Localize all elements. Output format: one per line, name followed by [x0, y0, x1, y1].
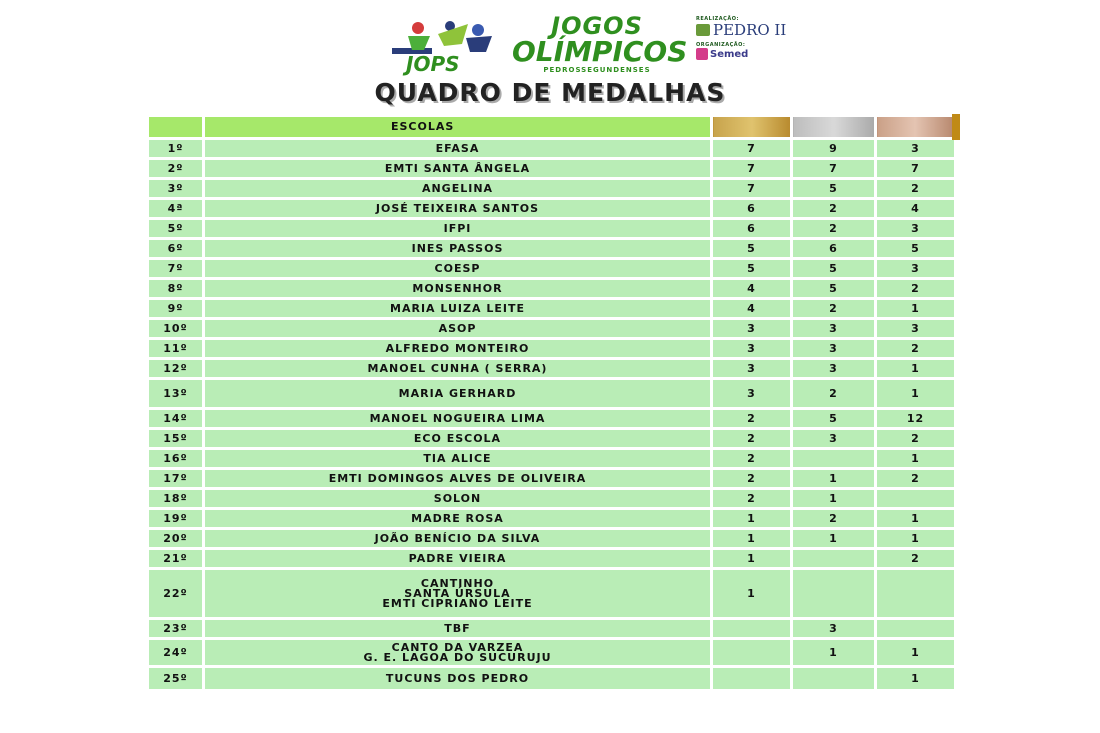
medal-table	[146, 114, 960, 692]
bronze-count	[876, 489, 956, 509]
silver-count: 3	[792, 339, 876, 359]
table-row	[148, 639, 956, 667]
silver-count: 3	[792, 359, 876, 379]
table-row	[148, 279, 956, 299]
table-row	[148, 179, 956, 199]
bronze-count: 1	[876, 509, 956, 529]
silver-count: 3	[792, 619, 876, 639]
bronze-count: 2	[876, 429, 956, 449]
silver-count: 3	[792, 429, 876, 449]
position-cell: 22º	[148, 569, 204, 619]
bronze-count: 12	[876, 409, 956, 429]
silver-count	[792, 667, 876, 691]
realizacao-logo	[696, 23, 816, 37]
silver-count: 2	[792, 219, 876, 239]
table-row	[148, 549, 956, 569]
organizers	[696, 16, 816, 76]
gold-count	[712, 639, 792, 667]
bronze-medal-header	[876, 116, 956, 139]
gold-count: 3	[712, 379, 792, 409]
gold-count: 6	[712, 199, 792, 219]
silver-count	[792, 569, 876, 619]
bronze-count: 1	[876, 529, 956, 549]
table-row	[148, 619, 956, 639]
position-cell: 5º	[148, 219, 204, 239]
realizacao-label: REALIZAÇÃO:	[696, 16, 739, 22]
bronze-count: 3	[876, 319, 956, 339]
position-cell: 13º	[148, 379, 204, 409]
gold-count: 7	[712, 159, 792, 179]
bronze-count: 2	[876, 339, 956, 359]
position-header	[148, 116, 204, 139]
position-cell: 6º	[148, 239, 204, 259]
school-cell: MANOEL CUNHA ( SERRA)	[204, 359, 712, 379]
table-row	[148, 219, 956, 239]
bronze-count: 1	[876, 667, 956, 691]
page-title: QUADRO DE MEDALHAS	[374, 78, 726, 107]
table-row	[148, 529, 956, 549]
silver-count: 3	[792, 319, 876, 339]
gold-count: 5	[712, 259, 792, 279]
bronze-count	[876, 619, 956, 639]
silver-count: 5	[792, 279, 876, 299]
school-cell: JOSÉ TEIXEIRA SANTOS	[204, 199, 712, 219]
silver-count: 1	[792, 529, 876, 549]
position-cell: 9º	[148, 299, 204, 319]
school-cell: MANOEL NOGUEIRA LIMA	[204, 409, 712, 429]
bronze-count: 1	[876, 359, 956, 379]
table-row	[148, 449, 956, 469]
bronze-count: 3	[876, 259, 956, 279]
silver-count: 5	[792, 259, 876, 279]
position-cell: 4ª	[148, 199, 204, 219]
organizacao-label: ORGANIZAÇÃO:	[696, 42, 746, 48]
silver-count: 9	[792, 139, 876, 159]
gold-count	[712, 667, 792, 691]
bronze-count: 2	[876, 549, 956, 569]
table-row	[148, 379, 956, 409]
position-cell: 1º	[148, 139, 204, 159]
gold-count: 1	[712, 549, 792, 569]
position-cell: 3º	[148, 179, 204, 199]
organizacao-logo	[696, 48, 816, 60]
silver-count: 5	[792, 409, 876, 429]
position-cell: 17º	[148, 469, 204, 489]
position-cell: 24º	[148, 639, 204, 667]
table-row	[148, 339, 956, 359]
school-cell: EMTI SANTA ÂNGELA	[204, 159, 712, 179]
gold-count: 4	[712, 279, 792, 299]
school-cell: INES PASSOS	[204, 239, 712, 259]
silver-count: 1	[792, 639, 876, 667]
bronze-count	[876, 569, 956, 619]
position-cell: 25º	[148, 667, 204, 691]
position-cell: 12º	[148, 359, 204, 379]
brand-line1: JOGOS	[551, 12, 643, 40]
school-cell: SOLON	[204, 489, 712, 509]
position-cell: 10º	[148, 319, 204, 339]
table-row	[148, 489, 956, 509]
school-cell: JOÃO BENÍCIO DA SILVA	[204, 529, 712, 549]
bronze-count: 2	[876, 469, 956, 489]
position-cell: 19º	[148, 509, 204, 529]
school-cell: IFPI	[204, 219, 712, 239]
silver-count: 5	[792, 179, 876, 199]
school-cell: MARIA LUIZA LEITE	[204, 299, 712, 319]
table-row	[148, 359, 956, 379]
bronze-count: 2	[876, 279, 956, 299]
position-cell: 11º	[148, 339, 204, 359]
table-row	[148, 199, 956, 219]
table-row	[148, 159, 956, 179]
table-row	[148, 239, 956, 259]
gold-count: 5	[712, 239, 792, 259]
realizacao-name: PEDRO II	[713, 21, 787, 39]
gold-count: 2	[712, 469, 792, 489]
school-cell: ASOP	[204, 319, 712, 339]
gold-medal-header	[712, 116, 792, 139]
table-row	[148, 667, 956, 691]
gold-count: 3	[712, 359, 792, 379]
gold-count: 2	[712, 449, 792, 469]
school-cell: MONSENHOR	[204, 279, 712, 299]
gold-count: 4	[712, 299, 792, 319]
position-cell: 15º	[148, 429, 204, 449]
gold-count: 1	[712, 509, 792, 529]
school-cell: TBF	[204, 619, 712, 639]
gold-count: 7	[712, 139, 792, 159]
position-cell: 2º	[148, 159, 204, 179]
school-cell: ANGELINA	[204, 179, 712, 199]
bronze-count: 7	[876, 159, 956, 179]
table-row	[148, 569, 956, 619]
gold-count: 3	[712, 339, 792, 359]
games-brand	[512, 12, 688, 80]
school-cell: ECO ESCOLA	[204, 429, 712, 449]
bronze-count: 4	[876, 199, 956, 219]
table-header-row	[148, 116, 956, 139]
bronze-count: 2	[876, 179, 956, 199]
gold-count: 2	[712, 489, 792, 509]
table-row	[148, 299, 956, 319]
silver-count: 6	[792, 239, 876, 259]
position-cell: 16º	[148, 449, 204, 469]
bronze-count: 3	[876, 219, 956, 239]
school-cell: PADRE VIEIRA	[204, 549, 712, 569]
gold-count: 1	[712, 529, 792, 549]
school-cell: COESP	[204, 259, 712, 279]
position-cell: 7º	[148, 259, 204, 279]
gold-count: 6	[712, 219, 792, 239]
bronze-count: 5	[876, 239, 956, 259]
position-cell: 20º	[148, 529, 204, 549]
semed-mark-icon	[696, 48, 708, 60]
position-cell: 18º	[148, 489, 204, 509]
school-cell: TUCUNS DOS PEDRO	[204, 667, 712, 691]
table-row	[148, 509, 956, 529]
bronze-count: 3	[876, 139, 956, 159]
table-row	[148, 139, 956, 159]
position-cell: 8º	[148, 279, 204, 299]
silver-count: 2	[792, 199, 876, 219]
school-cell: CANTINHO SANTA ÚRSULA EMTI CIPRIANO LEITE	[204, 569, 712, 619]
position-cell: 21º	[148, 549, 204, 569]
brand-line3: PEDROSSEGUNDENSES	[543, 66, 651, 74]
gold-count: 2	[712, 409, 792, 429]
gold-count	[712, 619, 792, 639]
jops-logo-text: JOPS	[406, 52, 460, 76]
silver-count: 2	[792, 379, 876, 409]
silver-count: 2	[792, 509, 876, 529]
header	[0, 10, 1100, 76]
silver-count: 7	[792, 159, 876, 179]
brand-line2: OLÍMPICOS	[512, 35, 688, 68]
gold-count: 7	[712, 179, 792, 199]
silver-count	[792, 449, 876, 469]
position-cell: 14º	[148, 409, 204, 429]
gold-count: 2	[712, 429, 792, 449]
school-cell: CANTO DA VARZEA G. E. LAGOA DO SUCURUJU	[204, 639, 712, 667]
table-row	[148, 469, 956, 489]
school-cell: MARIA GERHARD	[204, 379, 712, 409]
bronze-count: 1	[876, 379, 956, 409]
bronze-count: 1	[876, 299, 956, 319]
table-row	[148, 319, 956, 339]
school-cell: EMTI DOMINGOS ALVES DE OLIVEIRA	[204, 469, 712, 489]
gold-count: 3	[712, 319, 792, 339]
bronze-count: 1	[876, 449, 956, 469]
silver-count: 1	[792, 489, 876, 509]
school-cell: TIA ALICE	[204, 449, 712, 469]
silver-count: 1	[792, 469, 876, 489]
table-row	[148, 429, 956, 449]
silver-medal-header	[792, 116, 876, 139]
table-row	[148, 259, 956, 279]
silver-count	[792, 549, 876, 569]
bronze-count: 1	[876, 639, 956, 667]
school-cell: EFASA	[204, 139, 712, 159]
silver-count: 2	[792, 299, 876, 319]
position-cell: 23º	[148, 619, 204, 639]
organizacao-name: Semed	[710, 48, 749, 60]
gold-count: 1	[712, 569, 792, 619]
schools-header: ESCOLAS	[204, 116, 712, 139]
city-crest-icon	[696, 24, 710, 36]
table-row	[148, 409, 956, 429]
jops-logo	[388, 14, 500, 76]
school-cell: ALFREDO MONTEIRO	[204, 339, 712, 359]
school-cell: MADRE ROSA	[204, 509, 712, 529]
